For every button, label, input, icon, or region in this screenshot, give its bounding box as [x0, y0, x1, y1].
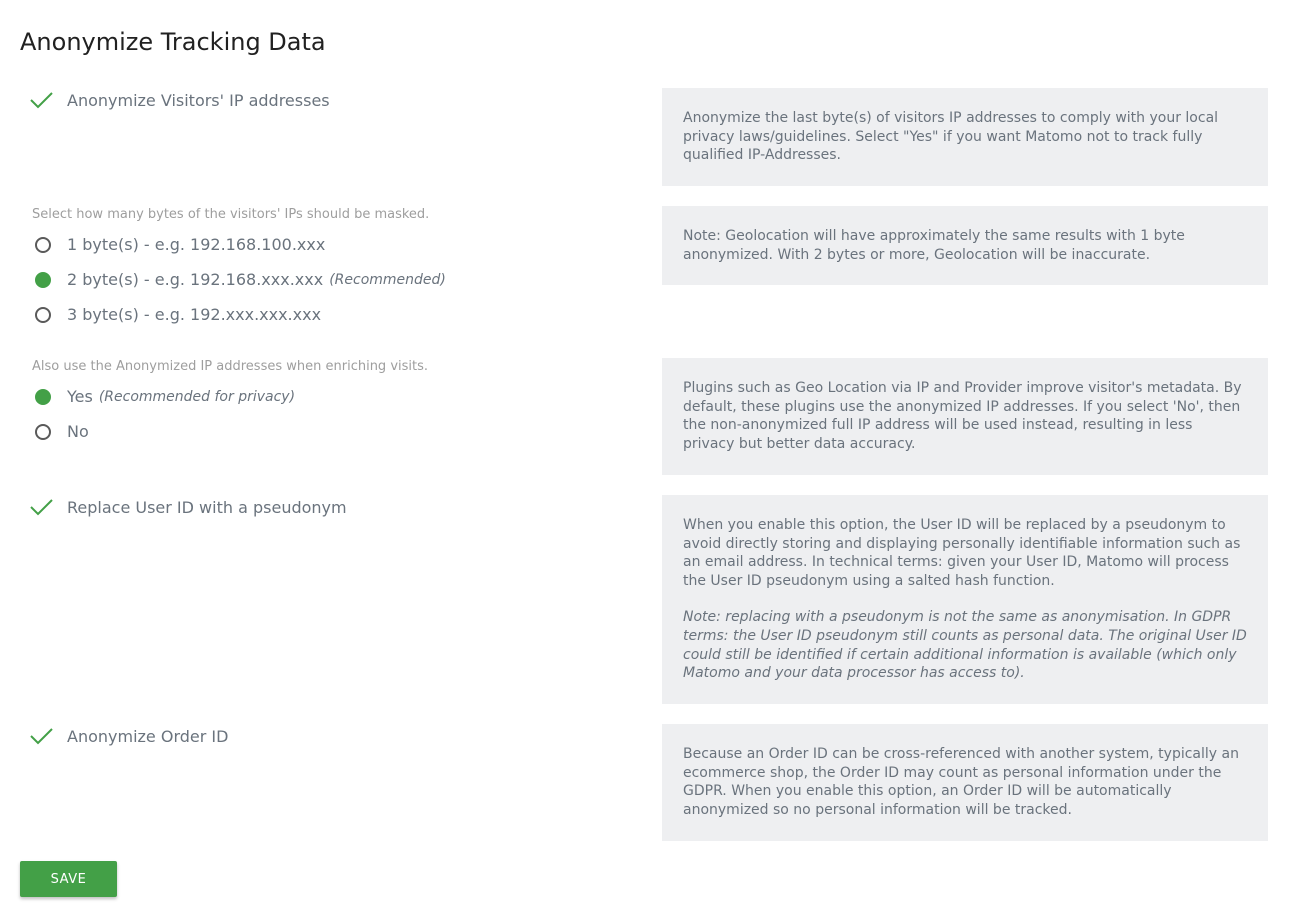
radio-unselected-icon	[35, 237, 51, 253]
radio-label: 1 byte(s) - e.g. 192.168.100.xxx	[67, 235, 326, 254]
radio-label: 3 byte(s) - e.g. 192.xxx.xxx.xxx	[67, 305, 322, 324]
anonymize-order-id-help-text: Because an Order ID can be cross-referenced with another system, typically an ecommerce shop, the Order ID may count as personal information under the GDPR. When you enable this option, an Order ID will be automatically anonymized so no personal information will be tracked.	[683, 746, 1239, 818]
mask-bytes-help-text: Note: Geolocation will have approximately the same results with 1 byte anonymized. With 2 bytes or more, Geolocation will be inaccurate.	[683, 228, 1185, 263]
radio-unselected-icon	[35, 307, 51, 323]
radio-selected-icon	[35, 389, 51, 405]
recommended-note: (Recommended)	[329, 271, 446, 288]
mask-bytes-label: Select how many bytes of the visitors' IPs should be masked.	[32, 207, 430, 222]
pseudonym-user-id-checkbox[interactable]	[30, 495, 347, 519]
anonymize-order-id-help	[662, 724, 1268, 841]
anonymize-ip-help-text: Anonymize the last byte(s) of visitors IP addresses to comply with your local privacy laws/guidelines. Select "Yes" if you want Matomo not to track fully qualified IP-Addresses.	[683, 110, 1219, 164]
anonymize-ip-checkbox[interactable]	[30, 88, 330, 112]
pseudonym-user-id-help	[662, 495, 1268, 704]
radio-enrich-yes[interactable]	[35, 387, 295, 406]
page-title: Anonymize Tracking Data	[20, 28, 326, 56]
enrich-visits-help	[662, 358, 1268, 475]
anonymize-order-id-label: Anonymize Order ID	[67, 726, 229, 746]
radio-mask-2-bytes[interactable]	[35, 270, 446, 289]
radio-unselected-icon	[35, 424, 51, 440]
pseudonym-user-id-help-text: When you enable this option, the User ID will be replaced by a pseudonym to avoid directly storing and displaying personally identifiable information such as an email address. In technical terms: given your User ID, Matomo will process the User ID pseudonym using a salted hash function.	[683, 517, 1241, 589]
anonymize-order-id-checkbox[interactable]	[30, 724, 228, 748]
radio-label: No	[67, 422, 89, 441]
radio-mask-3-bytes[interactable]	[35, 305, 321, 324]
pseudonym-user-id-label: Replace User ID with a pseudonym	[67, 497, 347, 517]
radio-enrich-no[interactable]	[35, 422, 89, 441]
enrich-visits-label: Also use the Anonymized IP addresses when enriching visits.	[32, 359, 429, 374]
checkmark-icon	[30, 724, 54, 748]
radio-label: 2 byte(s) - e.g. 192.168.xxx.xxx	[67, 270, 324, 289]
pseudonym-user-id-help-note: Note: replacing with a pseudonym is not the same as anonymisation. In GDPR terms: the User ID pseudonym still counts as personal data. The original User ID could still be identified if certain additional information is available (which only Matomo and your data processor has access to).	[683, 609, 1247, 682]
radio-label: Yes	[67, 387, 93, 406]
checkmark-icon	[30, 495, 54, 519]
mask-bytes-help	[662, 206, 1268, 285]
checkmark-icon	[30, 88, 54, 112]
anonymize-ip-label: Anonymize Visitors' IP addresses	[67, 90, 330, 110]
anonymize-ip-help	[662, 88, 1268, 186]
radio-mask-1-byte[interactable]	[35, 235, 325, 254]
save-button[interactable]: SAVE	[20, 861, 117, 897]
recommended-note: (Recommended for privacy)	[98, 388, 296, 405]
enrich-visits-help-text: Plugins such as Geo Location via IP and Provider improve visitor's metadata. By default, these plugins use the anonymized IP addresses. If you select 'No', then the non-anonymized full IP address will be used instead, resulting in less privacy but better data accuracy.	[683, 380, 1242, 452]
radio-selected-icon	[35, 272, 51, 288]
